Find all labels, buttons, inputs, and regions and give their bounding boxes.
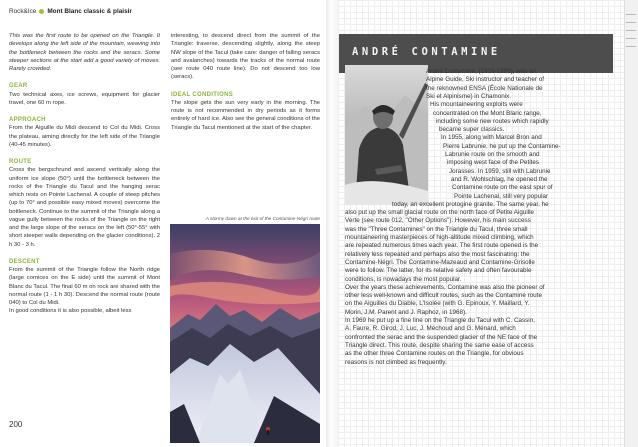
photo-caption: A stormy dawn at the exit of the Contamine-Négri route: [205, 216, 320, 221]
book-gutter: [326, 0, 338, 447]
series-title: Rock&Ice: [9, 8, 37, 15]
bio-line: including some new routes which rapidly: [436, 117, 549, 125]
bio-line: In 1969 he put up a fine line on the Triangle du Tacul with C. Cassin,: [345, 317, 535, 324]
approach-text: From the Aiguille du Midi descend to Col du Midi. Cross the plateau, aiming directly for the left side of the Triangle (40-45 minutes).: [9, 125, 160, 148]
bio-line: as the other three Contamine routes on the Triangle, for obvious: [345, 350, 524, 358]
bio-line: were to follow. The latter, for its relative safety and often favourable: [345, 267, 532, 275]
mountain-dawn-photo: [170, 224, 320, 443]
bio-line: was the "Three Contamines" on the Triangle du Tacul, three small: [345, 225, 528, 233]
bio-line: relatively less repeated and perhaps also the most fascinating: the: [345, 250, 530, 258]
bio-line: other less well-known and difficult routes, such as the Contamine route: [345, 292, 542, 300]
bio-line: His mountaineering exploits were: [430, 101, 523, 109]
bullet-icon: [39, 9, 44, 14]
bio-line: also put up the small glacial route on the north face of Petite Aiguille: [345, 209, 535, 217]
bio-line: Over the years these achievements, Contamine was also the pioneer of: [345, 283, 545, 291]
bio-line: concentrated on the Mont Blanc range,: [433, 109, 542, 117]
descent-text-continued: In good conditions it is also possible, albeit less: [9, 308, 132, 315]
tab-mark: [626, 14, 636, 15]
bio-line: confronted the serac and the suspended glacier of the NE face of the: [345, 333, 538, 341]
page-edge-tabs: [624, 0, 638, 447]
bio-line: Pierre Labrunie, he put up the Contamine-: [443, 142, 561, 150]
ideal-conditions-text: The slope gets the sun very early in the morning. The route is not recommended in dry periods as it forms entirely of hard ice. Also see the general conditions of the Triangle du Tacul mentioned at the start of the chapter.: [171, 99, 320, 131]
running-header: [9, 8, 132, 15]
descent-text: From the summit of the Triangle follow the North ridge (large cornices on the E side) until the summit of Mont Blanc du Tacul. The final 60 m on rock are shared with the normal route (1 - 1 h 30). Descend the normal route (route 040) to Col du Midi.: [9, 267, 160, 306]
bio-line: Triangle direct. This route, despite sharing the same ease of access: [345, 341, 534, 349]
left-text-column: [9, 32, 160, 316]
bio-title: ANDRÉ CONTAMINE: [352, 46, 501, 58]
bio-line: Contamine-Négri. The Contamine-Mazeaud and Contamine-Grisolle: [345, 258, 535, 266]
bio-line: Pointe Lachenal, still very popular: [454, 192, 549, 200]
tab-mark: [626, 22, 636, 23]
bio-line: imposing west face of the Petites: [447, 159, 540, 167]
bio-line: reasons is not climbed as frequently.: [345, 358, 447, 366]
contamine-portrait-photo: [345, 65, 428, 205]
approach-heading: APPROACH: [9, 117, 46, 123]
bio-line: conditions, is nowadays the most popular.: [345, 275, 462, 283]
bio-line: Contamine route on the east spur of: [452, 184, 553, 192]
middle-text-column: [171, 32, 320, 132]
bio-line: Jorasses. In 1959, still with Labrunie: [449, 167, 551, 175]
bio-line: today, an excellent protogine granite. The same year, he: [392, 200, 549, 208]
route-text: Cross the bergschrund and ascend vertically along the uniform ice slope (50°) until the bottleneck between the rocks of the Triangle du Tacul and the hanging serac which rests on Pointe Lachenal. A couple of steep pitches (up to 70° and possible easy mixed moves) overcome the bottleneck. Continue to the summit of the Triangle along a vague gully between the rocks of the Triangle on the right and the large slope of the seracs on the left (50°-55° with short steeper walls depending on the glacier conditions). 2 h 30 - 3 h.: [9, 167, 160, 248]
bio-line: are repeated numerous times each year. The first route opened is the: [345, 242, 539, 250]
descent-heading: DESCENT: [9, 258, 40, 265]
bio-line: and R. Wohlschlag, he opened the: [451, 175, 548, 183]
page-number: 200: [9, 420, 23, 429]
bio-line: mountaineering masterpieces of high-altitude mixed climbing, which: [345, 234, 534, 241]
bio-line: Alpine Guide, Ski instructor and teacher of: [426, 76, 544, 84]
tab-mark: [626, 30, 636, 31]
bio-line: the reknowned ENSA (École Nationale de: [426, 84, 543, 92]
route-intro: This was the first route to be opened on the Triangle. It develops along the left side of the mountain, weaving into the bottleneck between the rocks and the seracs. Some steeper sections at the start add a good variety of moves. Rarely crowded.: [9, 33, 160, 72]
bio-line: A. Faure, R. Girod, J. Luc, J. Méchoud and G. Ménard, which: [345, 325, 516, 333]
route-heading: ROUTE: [9, 159, 32, 165]
bio-line: Verte (see route 012, "Other Options"). However, his main success: [345, 217, 531, 225]
bio-line: became super classics.: [439, 126, 505, 134]
ideal-conditions-heading: IDEAL CONDITIONS: [171, 91, 234, 98]
bio-line: Labrunie route on the smooth and: [445, 151, 540, 158]
descent-continuation: interesting, to descend direct from the summit of the Triangle: traverse, descending slightly, along the steep NW slope of the Tacul (take care: danger of falling seracs and avalanches) towards the tracks of the normal route (see route 040 route line). Do not descend too low (seracs).: [171, 33, 320, 81]
tab-mark: [626, 38, 636, 39]
tab-mark: [626, 46, 636, 47]
bio-line: In 1955, along with Marcel Bron and: [441, 134, 542, 142]
gear-heading: GEAR: [9, 83, 28, 90]
gear-text: Two technical axes, ice screws, equipment for glacier travel, one 60 m rope.: [9, 91, 160, 106]
bio-line: on the Aiguilles du Diable, L'Isolée (with G. Epinoux, Y. Maillard, Y.: [345, 300, 530, 308]
chapter-title: Mont Blanc classic & plaisir: [47, 8, 132, 15]
bio-line: André Contamine, (1919-1985), was an: [426, 68, 537, 75]
bio-line: Morin, J.M. Parent and J. Raphoz, in 1968).: [345, 308, 467, 316]
bio-line: Ski et Alpinisme) in Chamonix.: [426, 92, 512, 100]
